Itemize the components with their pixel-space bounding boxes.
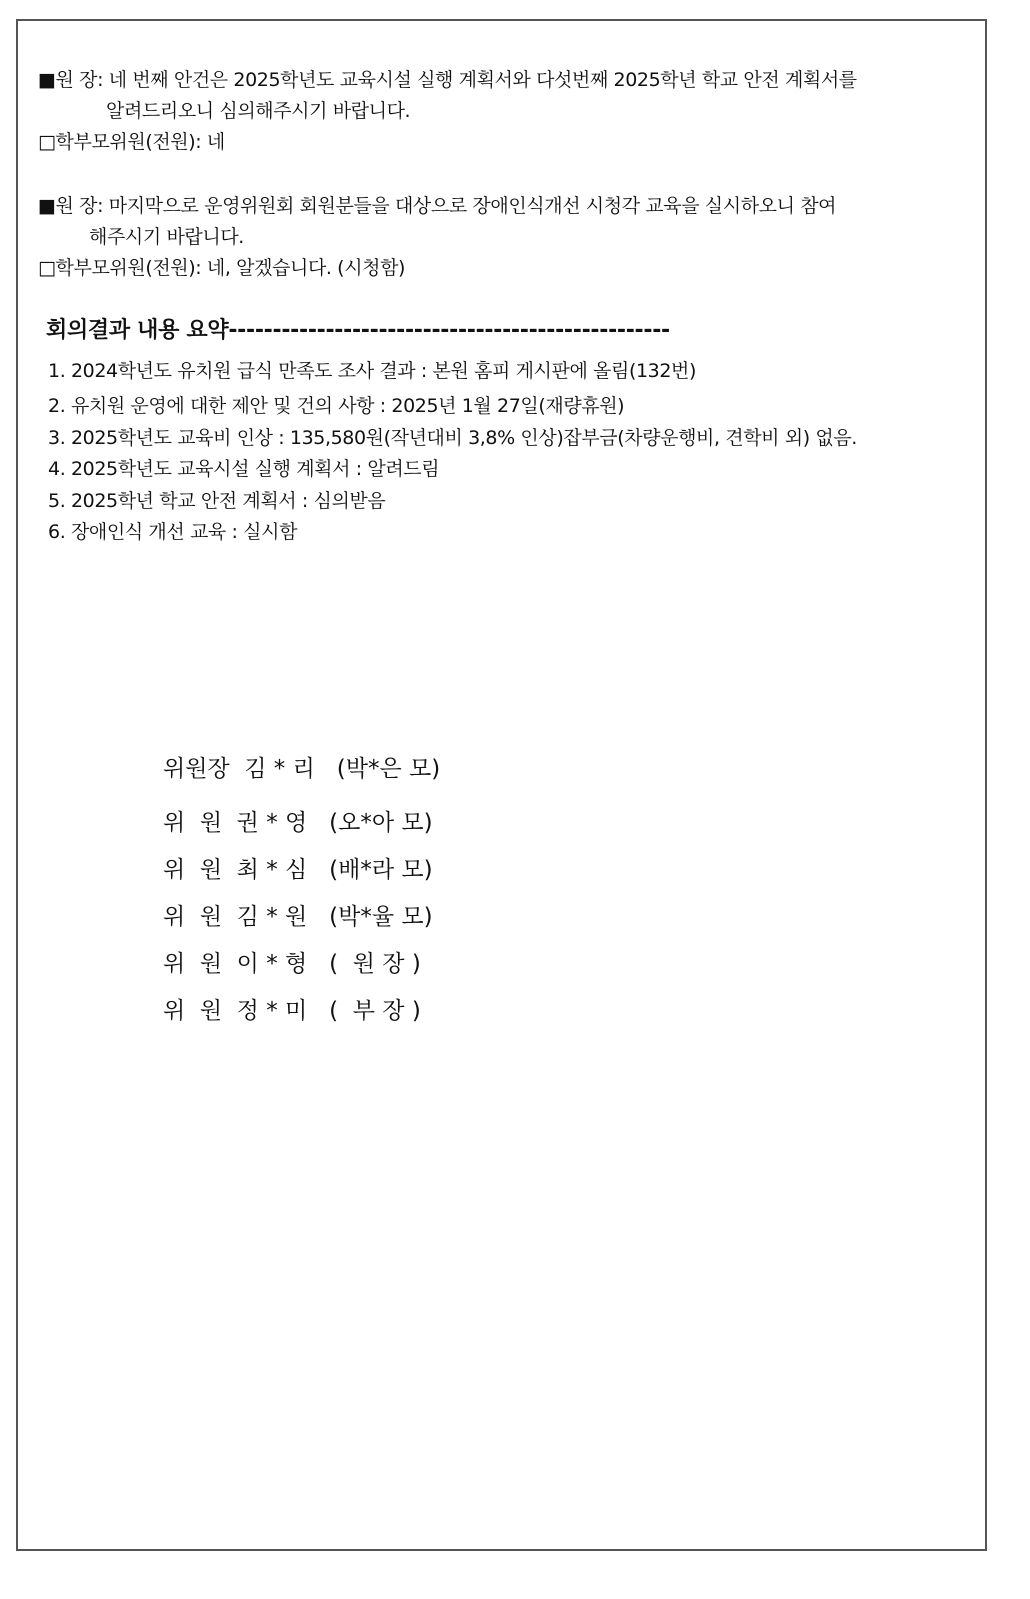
- signature-member: 위 원 정 * 미 ( 부 장 ): [163, 998, 421, 1024]
- summary-heading: 회의결과 내용 요약--------------------------------------------------: [46, 318, 670, 343]
- summary-item-4: 4. 2025학년도 교육시설 실행 계획서 : 알려드림: [48, 458, 440, 480]
- parent-members-reply-1: □학부모위원(전원): 네: [38, 131, 225, 153]
- signature-member: 위 원 김 * 원 (박*율 모): [163, 904, 433, 930]
- summary-item-2: 2. 유치원 운영에 대한 제안 및 건의 사항 : 2025년 1월 27일(재량휴원): [48, 395, 625, 417]
- chair-statement-agenda-4-5-cont: 알려드리오니 심의해주시기 바랍니다.: [106, 100, 411, 122]
- chair-statement-agenda-6: ■원 장: 마지막으로 운영위원회 회원분들을 대상으로 장애인식개선 시청각 교육을 실시하오니 참여: [38, 195, 837, 217]
- summary-item-3: 3. 2025학년도 교육비 인상 : 135,580원(작년대비 3,8% 인상)잡부금(차량운행비, 견학비 외) 없음.: [48, 427, 857, 449]
- summary-item-1: 1. 2024학년도 유치원 급식 만족도 조사 결과 : 본원 홈피 게시판에 올림(132번): [48, 360, 697, 382]
- parent-members-reply-2: □학부모위원(전원): 네, 알겠습니다. (시청함): [38, 257, 406, 279]
- chair-statement-agenda-4-5: ■원 장: 네 번째 안건은 2025학년도 교육시설 실행 계획서와 다섯번째 2025학년 학교 안전 계획서를: [38, 69, 857, 91]
- signature-member: 위 원 권 * 영 (오*아 모): [163, 810, 433, 836]
- signature-member: 위 원 최 * 심 (배*라 모): [163, 857, 433, 883]
- chair-statement-agenda-6-cont: 해주시기 바랍니다.: [89, 226, 244, 248]
- summary-item-5: 5. 2025학년 학교 안전 계획서 : 심의받음: [48, 490, 386, 512]
- signature-member: 위 원 이 * 형 ( 원 장 ): [163, 951, 421, 977]
- signature-chairperson: 위원장 김 * 리 (박*은 모): [163, 756, 441, 782]
- summary-item-6: 6. 장애인식 개선 교육 : 실시함: [48, 521, 298, 543]
